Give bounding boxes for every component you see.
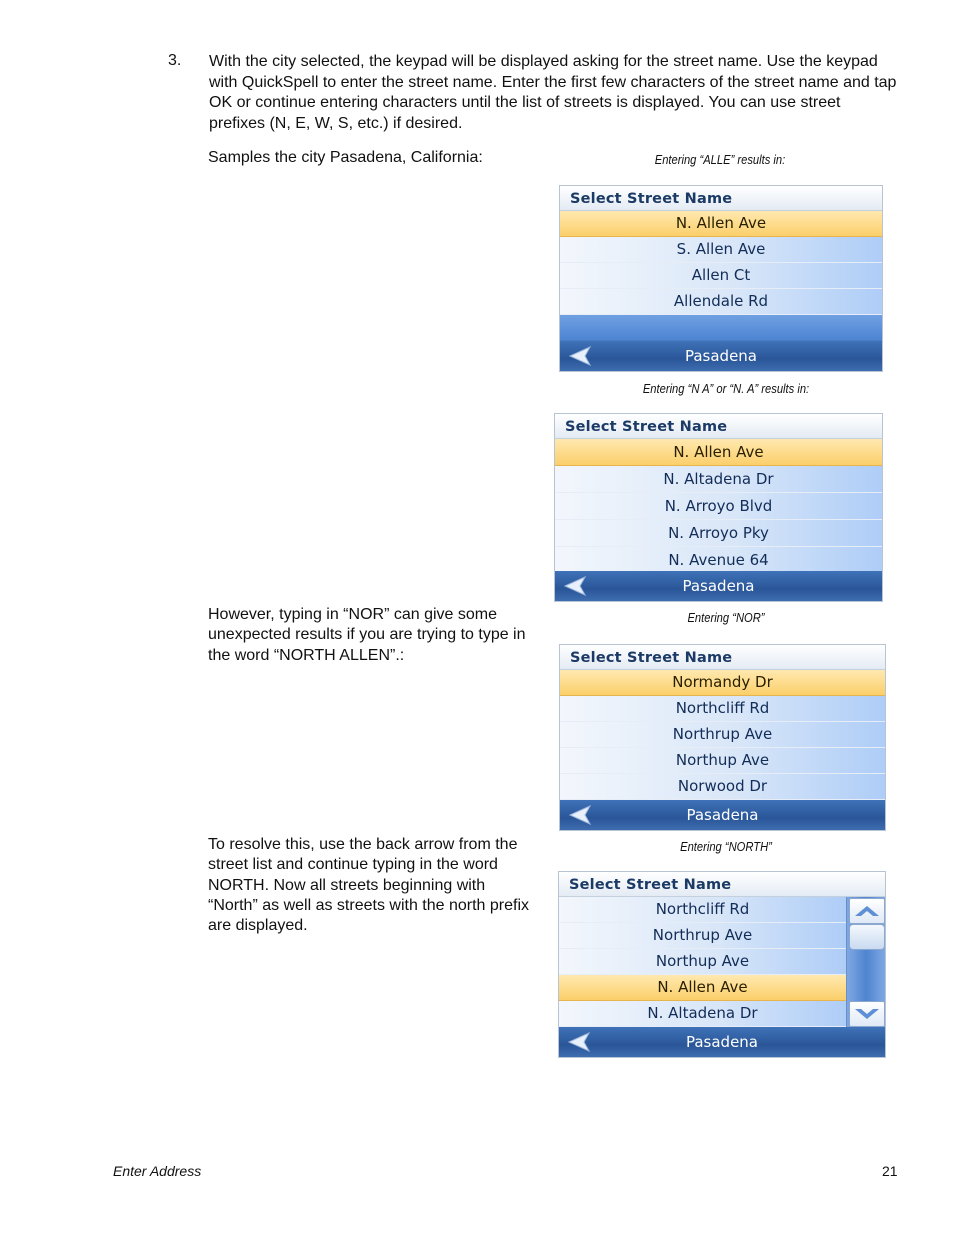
street-row[interactable]: Allen Ct	[560, 263, 882, 289]
street-row[interactable]: Norwood Dr	[560, 774, 885, 800]
scrollbar[interactable]	[846, 897, 885, 1027]
chevron-up-icon	[850, 899, 884, 923]
street-row[interactable]: Allendale Rd	[560, 289, 882, 315]
street-row[interactable]: Northrup Ave	[560, 722, 885, 748]
city-footer-bar	[560, 800, 885, 830]
street-list-panel-alle	[559, 185, 883, 372]
caption-nor: Entering “NOR”	[687, 610, 765, 625]
resolve-text: To resolve this, use the back arrow from the street list and continue typing in the word NORTH. Now all streets beginning with “North” as well as streets with the north prefix are displayed.	[208, 836, 530, 935]
street-row[interactable]: Northrup Ave	[559, 923, 846, 949]
city-footer-bar	[559, 1027, 885, 1057]
caption-alle: Entering “ALLE” results in:	[654, 152, 786, 167]
street-row[interactable]: Northcliff Rd	[559, 897, 846, 923]
footer-section-title: Enter Address	[113, 1163, 202, 1179]
panel-header: Select Street Name	[560, 645, 885, 670]
scroll-thumb[interactable]	[849, 924, 885, 950]
sample-text: Samples the city Pasadena, California:	[208, 149, 483, 166]
page-number: 21	[882, 1163, 898, 1179]
street-row[interactable]: N. Arroyo Blvd	[555, 493, 882, 520]
chevron-down-icon	[850, 1002, 884, 1026]
caption-na: Entering “N A” or “N. A” results in:	[642, 381, 810, 396]
city-footer-bar	[555, 571, 882, 601]
step-instructions: With the city selected, the keypad will be displayed asking for the street name. Use the keypad with QuickSpell to enter the street name. Enter the first few characters of the street name and tap OK or continue entering characters until the list of streets is displayed. You can use street prefixes (N, E, W, S, etc.) if desired.	[209, 53, 897, 132]
however-text: However, typing in “NOR” can give some unexpected results if you are trying to type in the word “NORTH ALLEN”.:	[208, 606, 526, 664]
street-row[interactable]: N. Allen Ave	[560, 211, 882, 237]
street-row[interactable]: Northup Ave	[560, 748, 885, 774]
step-number: 3.	[168, 52, 182, 69]
panel-header: Select Street Name	[559, 872, 885, 897]
street-row[interactable]: N. Allen Ave	[559, 975, 846, 1001]
street-row[interactable]: N. Avenue 64	[555, 547, 882, 574]
street-row[interactable]: N. Arroyo Pky	[555, 520, 882, 547]
city-name: Pasadena	[682, 577, 755, 595]
street-list-panel-na	[554, 413, 883, 602]
city-name: Pasadena	[686, 806, 759, 824]
panel-header: Select Street Name	[560, 186, 882, 211]
city-name: Pasadena	[685, 1033, 759, 1051]
street-row[interactable]: Northcliff Rd	[560, 696, 885, 722]
street-row[interactable]: Northup Ave	[559, 949, 846, 975]
street-row[interactable]: S. Allen Ave	[560, 237, 882, 263]
panel-header: Select Street Name	[555, 414, 882, 439]
scroll-down-button[interactable]	[849, 1001, 885, 1027]
street-row[interactable]: Normandy Dr	[560, 670, 885, 696]
street-row[interactable]: N. Altadena Dr	[559, 1001, 846, 1027]
street-row[interactable]: N. Altadena Dr	[555, 466, 882, 493]
scroll-up-button[interactable]	[849, 898, 885, 924]
caption-north: Entering “NORTH”	[680, 839, 772, 854]
street-row[interactable]: N. Allen Ave	[555, 439, 882, 466]
street-list-panel-north	[558, 871, 886, 1058]
street-row-empty	[560, 315, 882, 341]
city-name: Pasadena	[684, 347, 758, 365]
street-list-panel-nor	[559, 644, 886, 831]
city-footer-bar	[560, 341, 882, 371]
